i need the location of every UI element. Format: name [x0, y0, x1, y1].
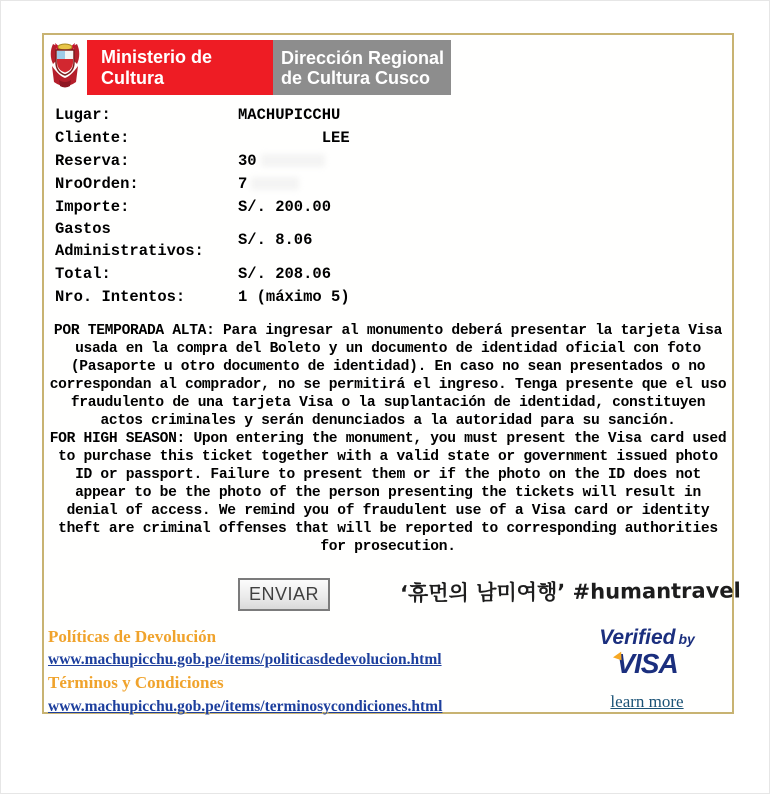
learn-more-link[interactable]: learn more — [610, 692, 684, 711]
header — [47, 40, 451, 95]
booking-summary — [55, 103, 715, 308]
notice-spanish: POR TEMPORADA ALTA: Para ingresar al monumento deberá presentar la tarjeta Visa usada en la compra del Boleto y un documento de identidad oficial con foto (Pasaporte u otro documento de identidad). En caso no sean presentados o no correspondan al comprador, no se permitirá el ingreso. Tenga presente que el uso fraudulento de una tarjeta Visa o la suplantación de identidad, constituyen actos criminales y serán denunciados a la autoridad para su sanción. — [49, 323, 727, 429]
verified-by-text — [572, 627, 722, 650]
direction-line1: Dirección Regional — [281, 47, 445, 68]
field-value: LEE — [238, 128, 350, 147]
photo-watermark: ‘휴먼의 남미여행’ #humantravel — [399, 578, 741, 606]
peru-coat-of-arms-icon — [47, 40, 83, 95]
field-label: Importe: — [55, 197, 130, 216]
ticket-confirmation-panel — [42, 33, 741, 715]
terms-title: Términos y Condiciones — [48, 673, 224, 692]
redacted-blur — [261, 154, 325, 167]
form-row-nroorden — [55, 172, 715, 195]
by-word: by — [678, 631, 695, 647]
field-label: Lugar: — [55, 105, 111, 124]
refund-policy-link[interactable]: www.machupicchu.gob.pe/items/politicasdedevolucion.html — [48, 651, 442, 668]
redacted-blur — [251, 177, 299, 190]
form-row-reserva — [55, 149, 715, 172]
refund-policy-title: Políticas de Devolución — [48, 627, 217, 646]
policy-links — [48, 627, 518, 718]
form-row-lugar — [55, 103, 715, 126]
form-row-gastos — [55, 218, 715, 262]
field-label: Gastos Administrativos: — [55, 220, 204, 260]
submit-button[interactable]: ENVIAR — [238, 578, 330, 611]
field-value: 1 (máximo 5) — [238, 287, 350, 306]
direction-banner — [273, 40, 451, 95]
ministry-banner — [87, 40, 273, 95]
field-value: S/. 8.06 — [238, 231, 313, 249]
field-value: 7 — [238, 174, 248, 193]
form-row-importe — [55, 195, 715, 218]
field-value: 30 — [238, 151, 257, 170]
verified-word: Verified — [599, 626, 676, 649]
notice-english: FOR HIGH SEASON: Upon entering the monument, you must present the Visa card used to purchase this ticket together with a valid state or government issued photo ID or passport. Failure to present them or if the photo on the ID does not appear to be the photo of the person presenting the tickets will result in denial of access. We remind you of fraudulent use of a Visa card or identity theft are criminal offenses that will be reported to corresponding authorities for prosecution. — [49, 431, 727, 555]
field-label: Reserva: — [55, 151, 130, 170]
visa-wordmark — [616, 650, 677, 678]
field-label: Nro. Intentos: — [55, 287, 186, 306]
action-row — [44, 576, 741, 616]
ministry-name: Ministerio de Cultura — [101, 46, 213, 88]
field-label: NroOrden: — [55, 174, 139, 193]
terms-link[interactable]: www.machupicchu.gob.pe/items/terminosycondiciones.html — [48, 698, 443, 715]
season-notices — [46, 322, 730, 556]
visa-text: VISA — [616, 648, 678, 679]
form-row-intentos — [55, 285, 715, 308]
field-label: Cliente: — [55, 128, 130, 147]
field-value: S/. 200.00 — [238, 197, 332, 216]
field-label: Total: — [55, 264, 111, 283]
field-value: MACHUPICCHU — [238, 105, 341, 124]
field-value: S/. 208.06 — [238, 264, 332, 283]
direction-line2: de Cultura Cusco — [281, 67, 431, 88]
form-row-cliente — [55, 126, 715, 149]
verified-by-visa-logo — [572, 627, 722, 712]
form-row-total — [55, 262, 715, 285]
